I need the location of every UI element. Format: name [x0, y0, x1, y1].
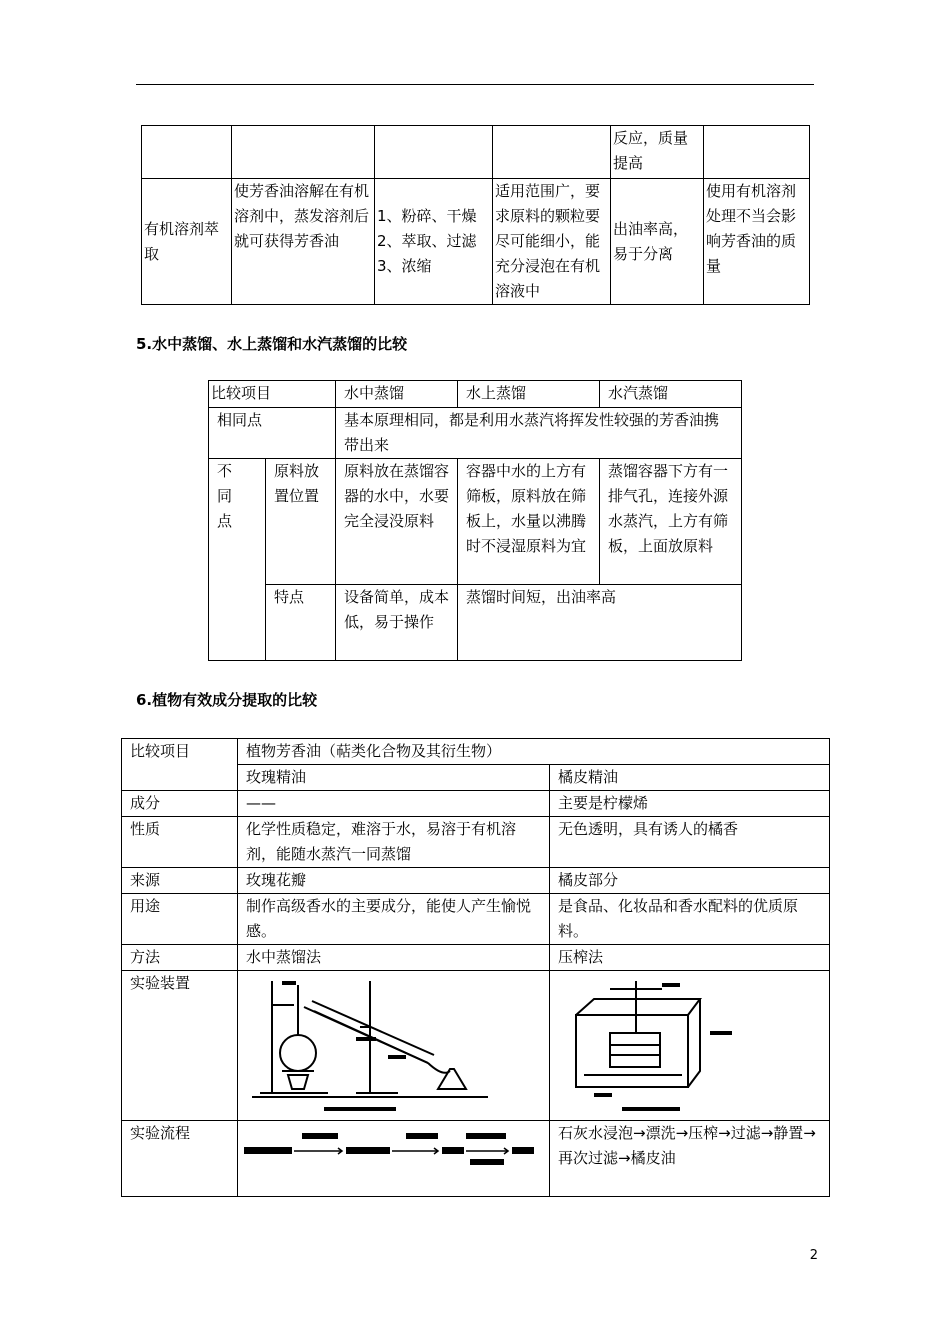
cell-text: 制作高级香水的主要成分，能使人产生愉悦感。: [238, 894, 550, 945]
extraction-methods-table: [141, 125, 810, 305]
header-cell: 橘皮精油: [550, 765, 830, 791]
cell-text: 玫瑰花瓣: [238, 868, 550, 894]
rose-flow-figure: [238, 1121, 550, 1197]
section-heading-6: 6.植物有效成分提取的比较: [136, 691, 318, 709]
page-number: 2: [809, 1248, 818, 1263]
row-label: 成分: [122, 791, 238, 817]
cell-text: 原料放在蒸馏容器的水中，水要完全浸没原料: [336, 459, 458, 585]
sub-label: 原料放置位置: [266, 459, 336, 585]
header-rule: [136, 84, 814, 85]
table-row: [122, 894, 830, 945]
advantage-text: 出油率高，易于分离: [611, 179, 704, 305]
header-cell: 比较项目: [122, 739, 238, 791]
table-row: [142, 179, 810, 305]
orange-flow-text: 石灰水浸泡→漂洗→压榨→过滤→静置→再次过滤→橘皮油: [550, 1121, 830, 1197]
row-label: 用途: [122, 894, 238, 945]
table-row: [209, 459, 742, 585]
table-row: [122, 817, 830, 868]
cell-text: 容器中水的上方有筛板，原料放在筛板上，水量以沸腾时不浸湿原料为宜: [458, 459, 600, 585]
header-cell: 植物芳香油（萜类化合物及其衍生物）: [238, 739, 830, 765]
row-label: 实验流程: [122, 1121, 238, 1197]
table-row: [209, 408, 742, 459]
cell-text: 主要是柠檬烯: [550, 791, 830, 817]
cell-text: 反应，质量提高: [611, 126, 704, 179]
step-item: 2、萃取、过滤: [377, 232, 477, 250]
step-item: 1、粉碎、干燥: [377, 207, 477, 225]
row-label: 相同点: [209, 408, 336, 459]
row-label: 方法: [122, 945, 238, 971]
plant-extraction-table: [121, 738, 830, 1197]
cell-text: 水中蒸馏法: [238, 945, 550, 971]
table-row: [209, 381, 742, 408]
table-row: [122, 739, 830, 765]
table-row: [122, 868, 830, 894]
cell-text: 是食品、化妆品和香水配料的优质原料。: [550, 894, 830, 945]
principle-text: 使芳香油溶解在有机溶剂中，蒸发溶剂后就可获得芳香油: [232, 179, 375, 305]
table-row: [122, 791, 830, 817]
same-text: 基本原理相同，都是利用水蒸汽将挥发性较强的芳香油携带出来: [336, 408, 742, 459]
press-apparatus-icon: [550, 971, 828, 1119]
table-row: [122, 945, 830, 971]
disadvantage-text: 使用有机溶剂处理不当会影响芳香油的质量: [704, 179, 810, 305]
table-row: [122, 971, 830, 1121]
cell-text: 化学性质稳定，难溶于水，易溶于有机溶剂，能随水蒸汽一同蒸馏: [238, 817, 550, 868]
distillation-apparatus-icon: [238, 971, 548, 1119]
row-label: 实验装置: [122, 971, 238, 1121]
cell-text: 橘皮部分: [550, 868, 830, 894]
row-label: 来源: [122, 868, 238, 894]
scope-text: 适用范围广，要求原料的颗粒要尽可能细小，能充分浸泡在有机溶液中: [493, 179, 611, 305]
header-cell: 玫瑰精油: [238, 765, 550, 791]
steps-cell: [375, 179, 493, 305]
header-cell: 比较项目: [209, 381, 336, 408]
cell-text: 蒸馏容器下方有一排气孔，连接外源水蒸汽，上方有筛板，上面放原料: [600, 459, 742, 585]
table-row: [122, 1121, 830, 1197]
header-cell: 水汽蒸馏: [600, 381, 742, 408]
press-apparatus-figure: [550, 971, 830, 1121]
rose-flow-diagram-icon: [238, 1121, 548, 1177]
distillation-comparison-table: [208, 380, 742, 661]
header-cell: 水中蒸馏: [336, 381, 458, 408]
table-row: [209, 585, 742, 661]
cell-text: 压榨法: [550, 945, 830, 971]
step-item: 3、浓缩: [377, 257, 432, 275]
section-heading-5: 5.水中蒸馏、水上蒸馏和水汽蒸馏的比较: [136, 335, 408, 353]
table-row: [142, 126, 810, 179]
cell-text: 蒸馏时间短，出油率高: [458, 585, 742, 661]
distillation-apparatus-figure: [238, 971, 550, 1121]
cell-text: 无色透明，具有诱人的橘香: [550, 817, 830, 868]
header-cell: 水上蒸馏: [458, 381, 600, 408]
method-name: 有机溶剂萃取: [142, 179, 232, 305]
cell-text: ——: [238, 791, 550, 817]
row-label: 性质: [122, 817, 238, 868]
cell-text: 设备简单，成本低，易于操作: [336, 585, 458, 661]
row-label-diff: 不同点: [209, 459, 266, 661]
sub-label: 特点: [266, 585, 336, 661]
